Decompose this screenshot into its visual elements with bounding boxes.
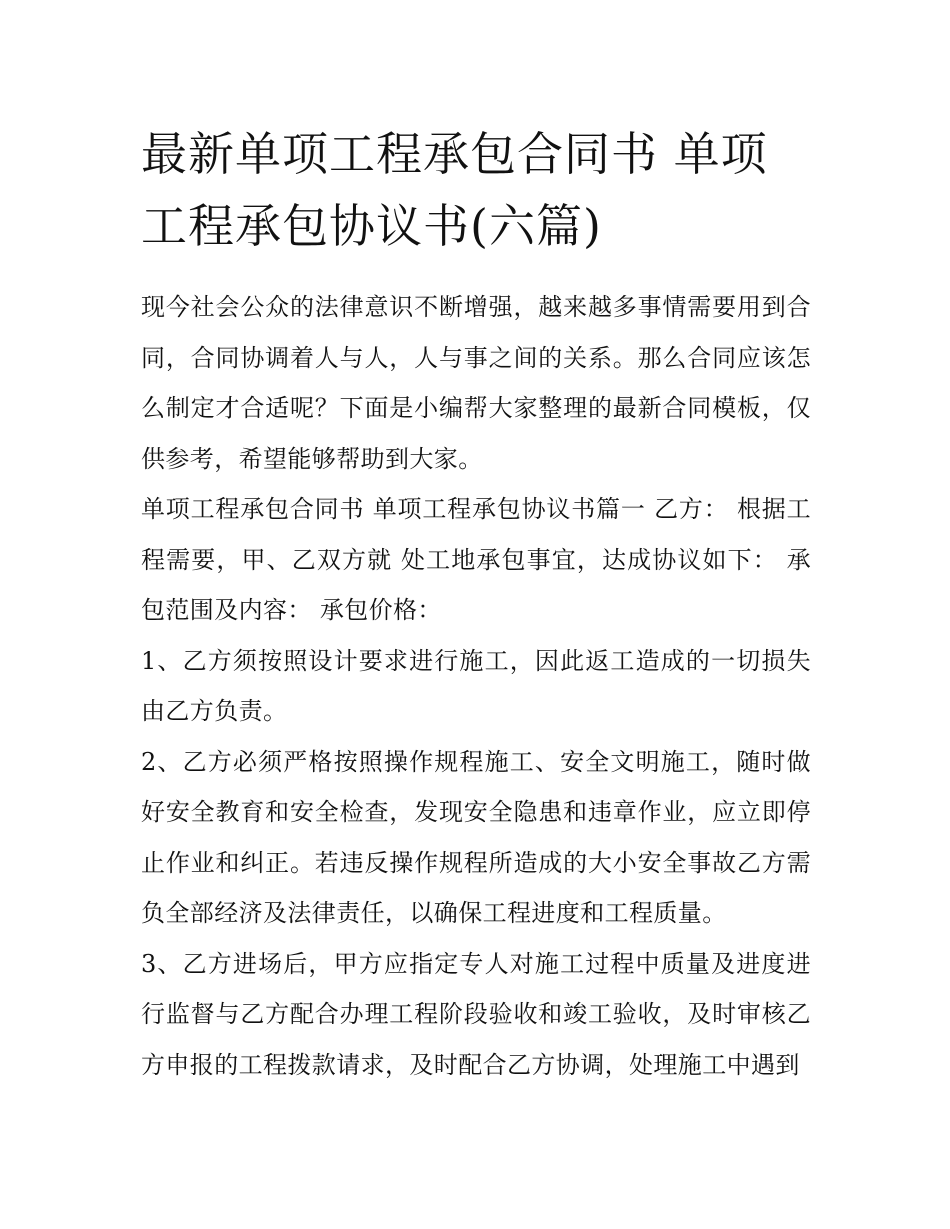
paragraph-clause-2: 2、乙方必须严格按照操作规程施工、安全文明施工，随时做好安全教育和安全检查，发现安全隐患和违章作业，应立即停止作业和纠正。若违反操作规程所造成的大小安全事故乙方需负全部经济及法律责任，以确保工程进度和工程质量。: [141, 747, 811, 927]
document-body: [141, 118, 811, 1090]
paragraph-intro: 现今社会公众的法律意识不断增强，越来越多事情需要用到合同，合同协调着人与人，人与事之间的关系。那么合同应该怎么制定才合适呢？下面是小编帮大家整理的最新合同模板，仅供参考，希望能够帮助到大家。: [141, 293, 811, 473]
paragraph-clause-3: 3、乙方进场后，甲方应指定专人对施工过程中质量及进度进行监督与乙方配合办理工程阶段验收和竣工验收，及时审核乙方申报的工程拨款请求，及时配合乙方协调，处理施工中遇到: [141, 949, 811, 1079]
paragraph-contract-heading: 单项工程承包合同书 单项工程承包协议书篇一 乙方： 根据工程需要，甲、乙双方就 处工地承包事宜，达成协议如下： 承包范围及内容： 承包价格：: [141, 495, 811, 624]
document-title: 最新单项工程承包合同书 单项工程承包协议书(六篇): [141, 127, 768, 253]
paragraph-clause-1: 1、乙方须按照设计要求进行施工，因此返工造成的一切损失由乙方负责。: [141, 646, 811, 725]
